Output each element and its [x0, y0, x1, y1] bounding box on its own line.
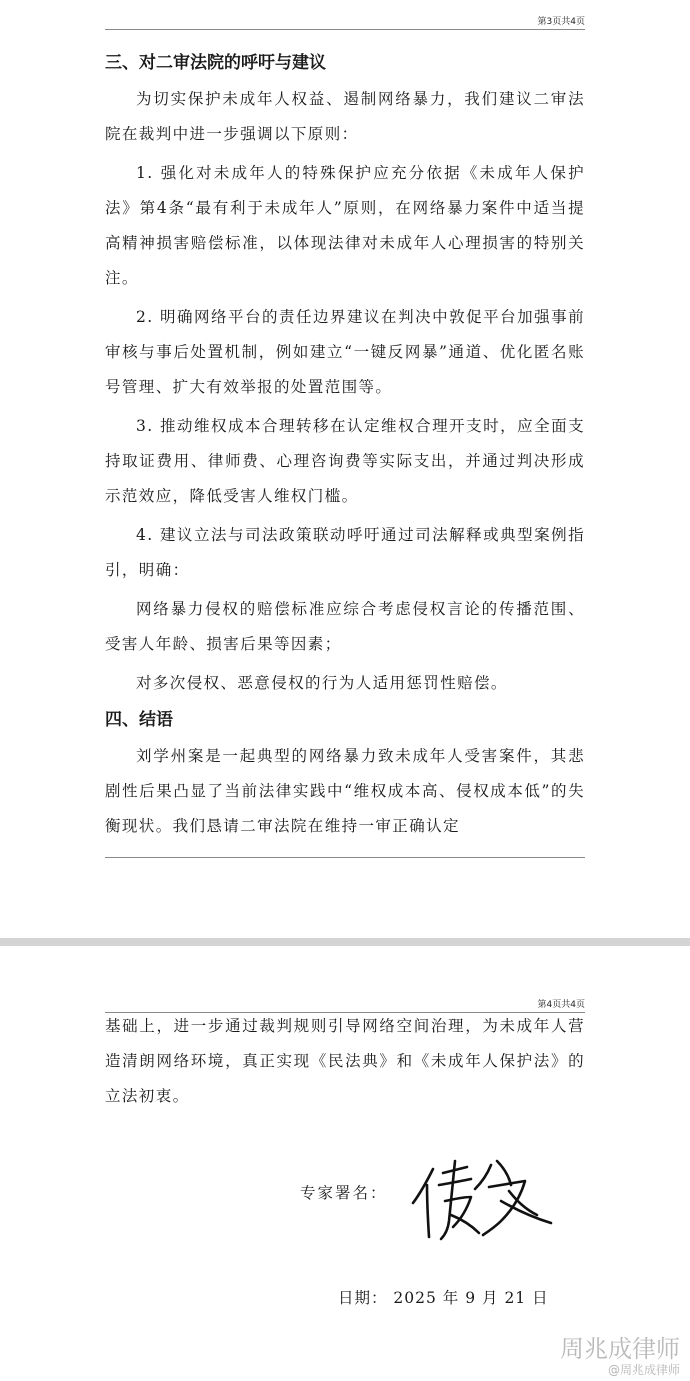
paragraph-item-4-point-2: 对多次侵权、恶意侵权的行为人适用惩罚性赔偿。 — [136, 674, 508, 692]
paragraph-conclusion: 刘学州案是一起典型的网络暴力致未成年人受害案件，其悲剧性后果凸显了当前法律实践中“维权成本高、侵权成本低”的失衡现状。我们恳请二审法院在维持一审正确认定 — [105, 747, 585, 835]
page-content — [105, 44, 585, 844]
page-footer-rule — [105, 857, 585, 858]
paragraph-continuation: 基础上，进一步通过裁判规则引导网络空间治理，为未成年人营造清朗网络环境，真正实现《民法典》和《未成年人保护法》的立法初衷。 — [105, 1017, 585, 1105]
page-header: 第3页共4页 — [105, 14, 585, 30]
signature-block — [300, 1151, 590, 1261]
watermark-main: 周兆成律师 — [560, 1335, 680, 1363]
date-line: 日期： 2025 年 9 月 21 日 — [338, 1289, 549, 1307]
watermark-handle: @周兆成律师 — [607, 1363, 680, 1377]
paragraph-item-4: 4. 建议立法与司法政策联动呼吁通过司法解释或典型案例指引，明确： — [105, 526, 585, 579]
signature-label: 专家署名： — [300, 1184, 388, 1202]
page-content — [105, 1009, 585, 1114]
handwritten-signature — [405, 1151, 565, 1251]
paragraph-intro: 为切实保护未成年人权益、遏制网络暴力，我们建议二审法院在裁判中进一步强调以下原则： — [105, 90, 585, 143]
document-page-4 — [0, 946, 690, 1381]
page-header: 第4页共4页 — [105, 997, 585, 1013]
paragraph-item-3: 3. 推动维权成本合理转移在认定维权合理开支时，应全面支持取证费用、律师费、心理咨询费等实际支出，并通过判决形成示范效应，降低受害人维权门槛。 — [105, 417, 585, 505]
watermark — [560, 1335, 680, 1377]
section-heading-conclusion: 四、结语 — [105, 710, 173, 730]
paragraph-item-2: 2. 明确网络平台的责任边界建议在判决中敦促平台加强事前审核与事后处置机制，例如建立“一键反网暴”通道、优化匿名账号管理、扩大有效举报的处置范围等。 — [105, 308, 585, 396]
paragraph-item-4-point-1: 网络暴力侵权的赔偿标准应综合考虑侵权言论的传播范围、受害人年龄、损害后果等因素； — [105, 600, 585, 653]
paragraph-item-1: 1. 强化对未成年人的特殊保护应充分依据《未成年人保护法》第4条“最有利于未成年人”原则，在网络暴力案件中适当提高精神损害赔偿标准，以体现法律对未成年人心理损害的特别关注。 — [105, 164, 585, 287]
page-separator — [0, 938, 690, 946]
section-heading-appeal: 三、对二审法院的呼吁与建议 — [105, 53, 326, 73]
